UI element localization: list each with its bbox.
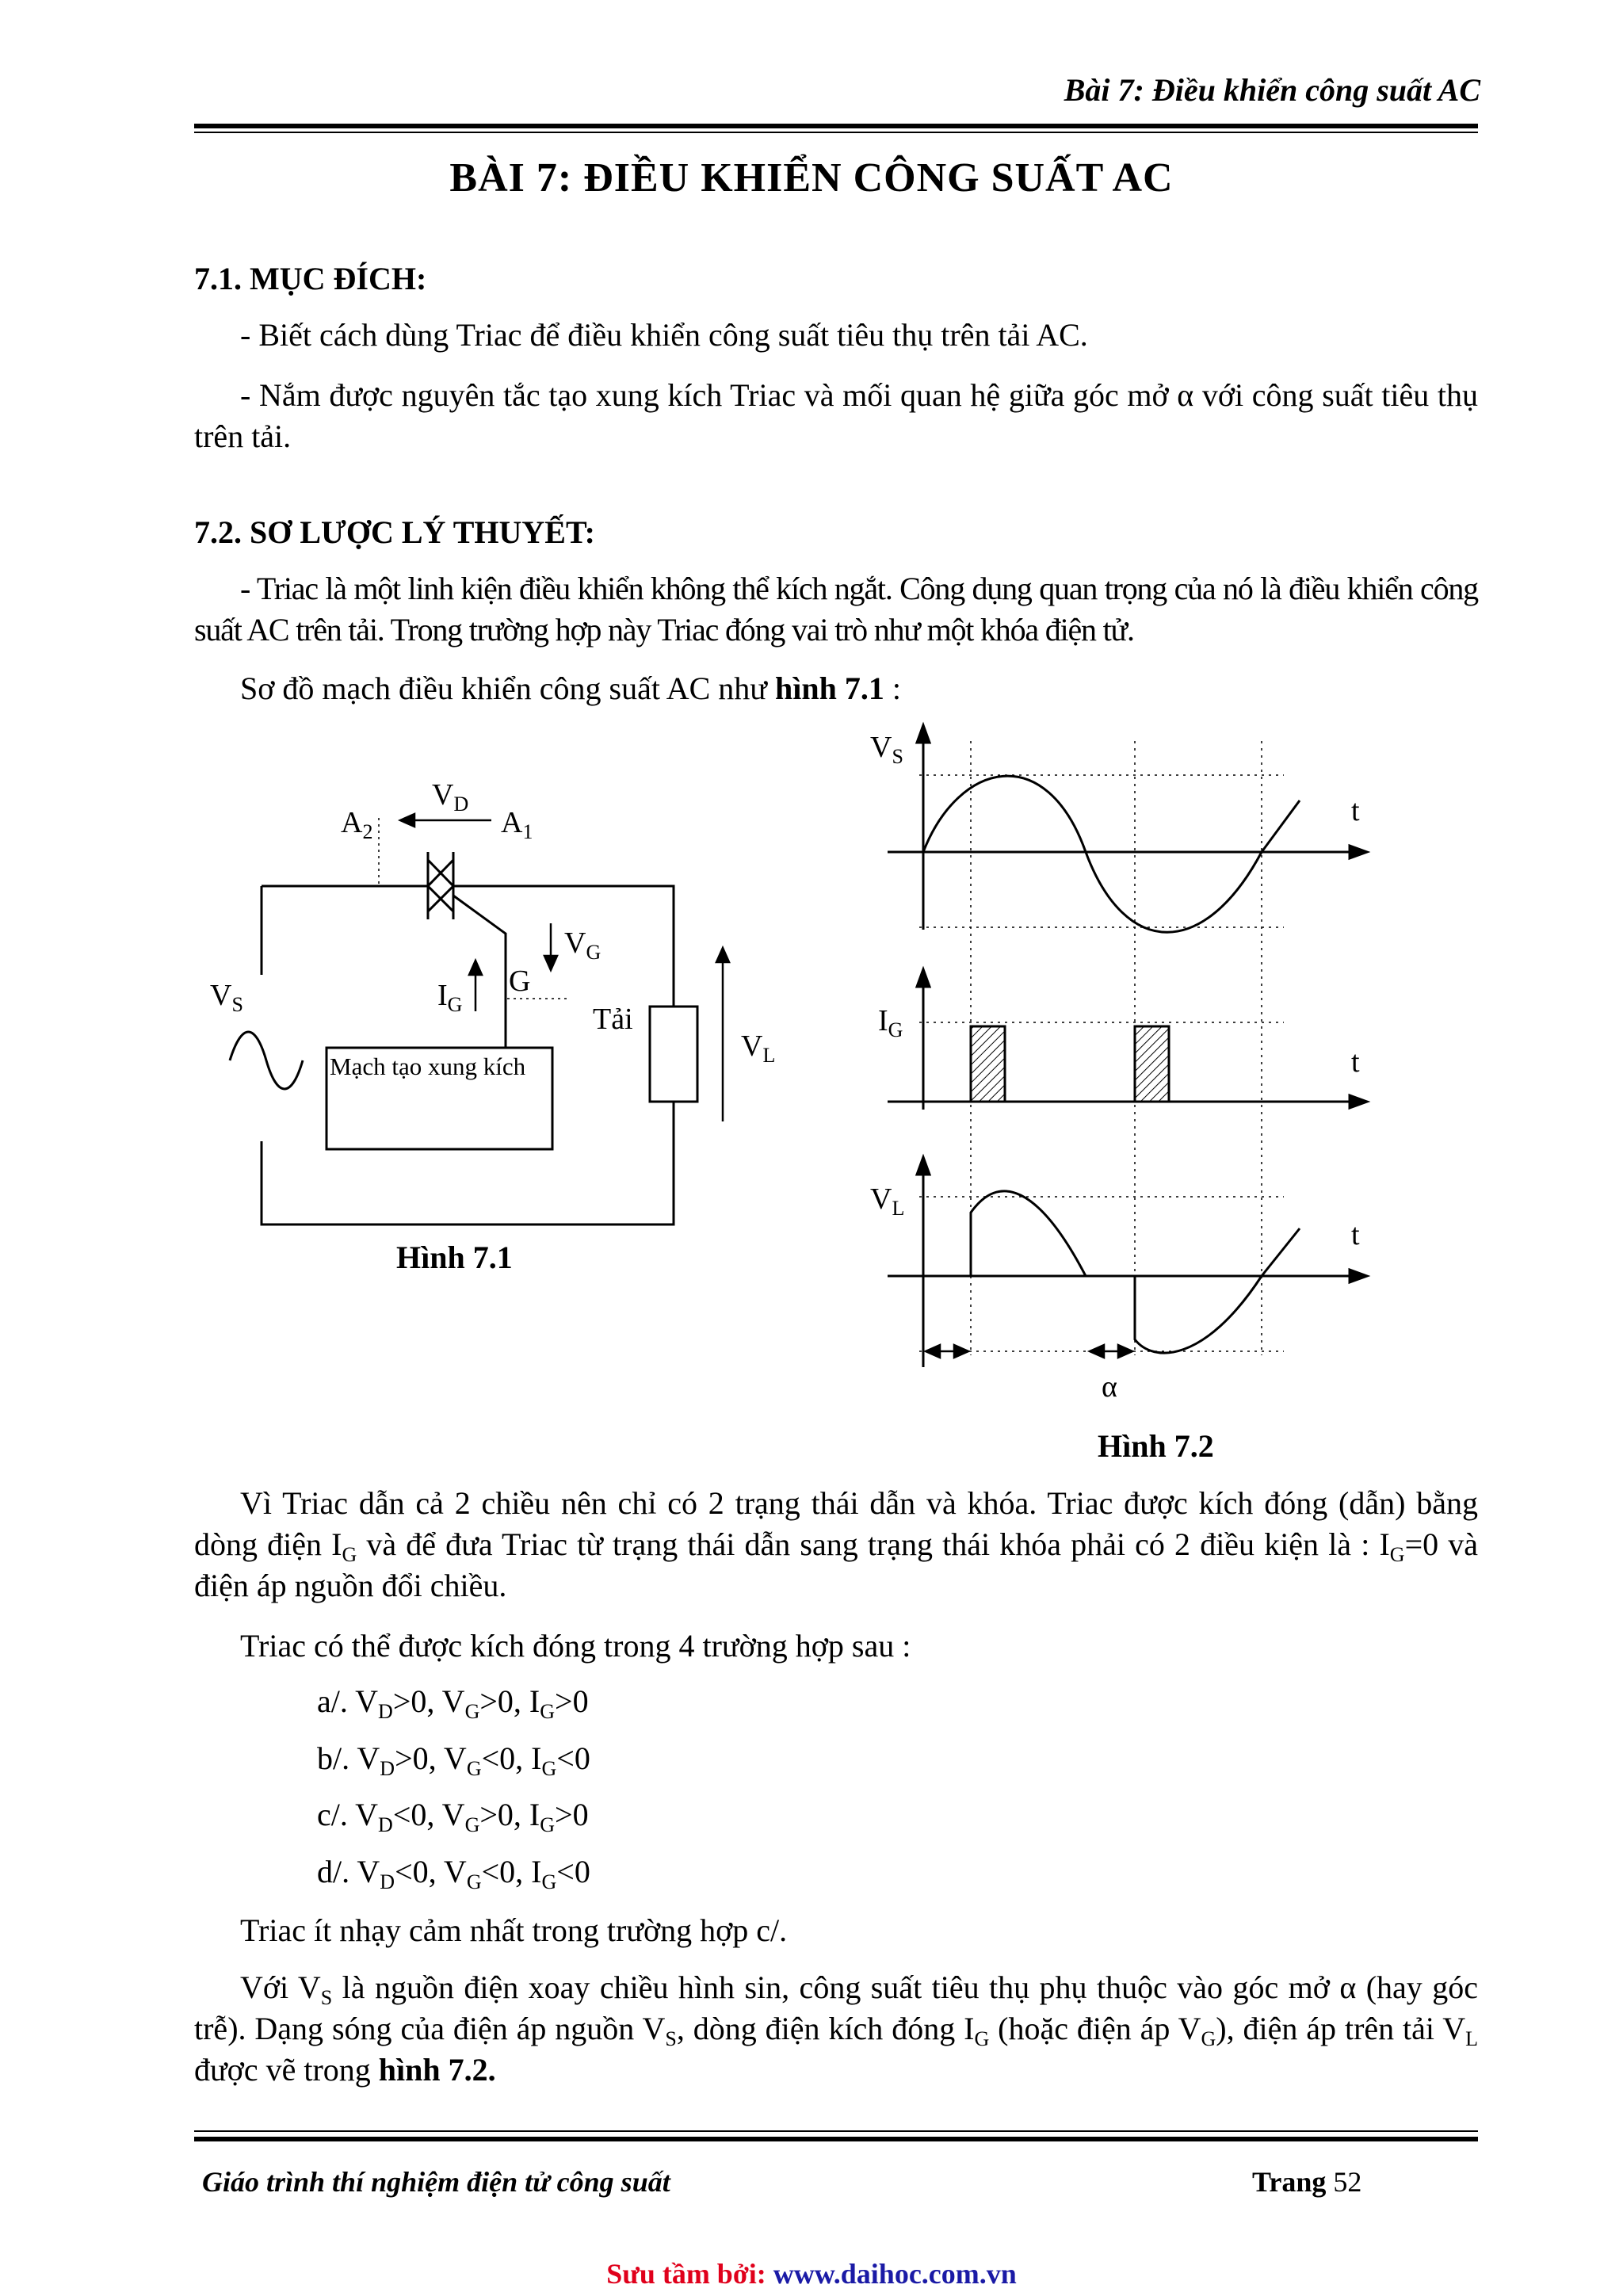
label-vd: $V_D$ <box>432 778 469 816</box>
source-credit-url[interactable]: www.daihoc.com.vn <box>773 2258 1017 2290</box>
wave-label-vl: $V_L$ <box>870 1182 905 1220</box>
footer-page-number: Trang 52 <box>1252 2166 1362 2198</box>
case-item-b: b/. $V_D>0$, $V_G<0$, $I_G<0$ <box>317 1740 590 1780</box>
purpose-item-1: - Biết cách dùng Triac để điều khiển công suất tiêu thụ trên tải AC. <box>240 317 1088 353</box>
section-heading-purpose: 7.1. MỤC ĐÍCH: <box>194 261 427 296</box>
theory-paragraph-2: Sơ đồ mạch điều khiển công suất AC như hình 7.1 : <box>240 670 901 706</box>
body-paragraph-1: Vì Triac dẫn cả 2 chiều nên chỉ có 2 trạng thái dẫn và khóa. Triac được kích đóng (dẫn) bằng dòng điện $I_G$ và để đưa Triac từ trạng thái dẫn sang trạng thái khóa phải có 2 điều kiện là : $I_G=0$ và điện áp nguồn đổi chiều. <box>194 1485 1479 1603</box>
page-title: BÀI 7: ĐIỀU KHIỂN CÔNG SUẤT AC <box>449 155 1174 201</box>
label-gate: G <box>509 965 531 998</box>
label-a1: $A_1$ <box>501 806 533 843</box>
pulse-generator-label: Mạch tạo xung kích <box>330 1052 526 1080</box>
label-ig: $I_G$ <box>437 979 463 1016</box>
wave-label-vs: $V_S$ <box>870 731 903 768</box>
label-load: Tải <box>593 1003 633 1036</box>
footer-book-title: Giáo trình thí nghiệm điện tử công suất <box>202 2166 670 2198</box>
label-vg: $V_G$ <box>564 926 601 964</box>
alpha-label: α <box>1102 1370 1117 1404</box>
ig-pulse-2 <box>1135 1026 1169 1102</box>
purpose-item-2: - Nắm được nguyên tắc tạo xung kích Triac và mối quan hệ giữa góc mở α với công suất tiêu thụ trên tải. <box>194 377 1478 454</box>
wave-time-label-3: t <box>1351 1218 1360 1251</box>
case-item-a: a/. $V_D>0$, $V_G>0$, $I_G>0$ <box>317 1683 589 1723</box>
case-item-d: d/. $V_D<0$, $V_G<0$, $I_G<0$ <box>317 1854 590 1893</box>
label-vl: $V_L$ <box>741 1030 776 1067</box>
wave-label-ig: $I_G$ <box>878 1004 903 1041</box>
source-credit: Sưu tầm bởi: www.daihoc.com.vn <box>606 2258 1017 2290</box>
footer-rule <box>194 2137 1478 2141</box>
running-header: Bài 7: Điều khiển công suất AC <box>1064 72 1480 108</box>
body-paragraph-2: Triac có thể được kích đóng trong 4 trường hợp sau : <box>240 1628 911 1664</box>
wave-time-label-2: t <box>1351 1045 1360 1079</box>
figure-7-1-caption: Hình 7.1 <box>396 1240 513 1275</box>
case-item-c: c/. $V_D<0$, $V_G>0$, $I_G>0$ <box>317 1797 589 1836</box>
label-vs: $V_S$ <box>210 979 243 1016</box>
body-paragraph-3: Triac ít nhạy cảm nhất trong trường hợp c/. <box>240 1912 788 1948</box>
section-heading-theory: 7.2. SƠ LƯỢC LÝ THUYẾT: <box>194 514 595 550</box>
theory-paragraph-1: - Triac là một linh kiện điều khiển không thể kích ngắt. Công dụng quan trọng của nó là điều khiển công suất AC trên tải. Trong trường hợp này Triac đóng vai trò như một khóa điện tử. <box>194 571 1478 648</box>
figure-7-2-caption: Hình 7.2 <box>1098 1428 1214 1464</box>
ig-pulse-1 <box>971 1026 1005 1102</box>
label-a2: $A_2$ <box>341 806 373 843</box>
wave-time-label-1: t <box>1351 794 1360 827</box>
footer-rule-thin <box>194 2130 1478 2132</box>
body-paragraph-4: Với $V_S$ là nguồn điện xoay chiều hình sin, công suất tiêu thụ phụ thuộc vào góc mở α (hay góc trễ). Dạng sóng của điện áp nguồn $V_S$, dòng điện kích đóng $I_G$ (hoặc điện áp $V_G$), điện áp trên tải $V_L$ được vẽ trong hình 7.2. <box>194 1969 1478 2088</box>
